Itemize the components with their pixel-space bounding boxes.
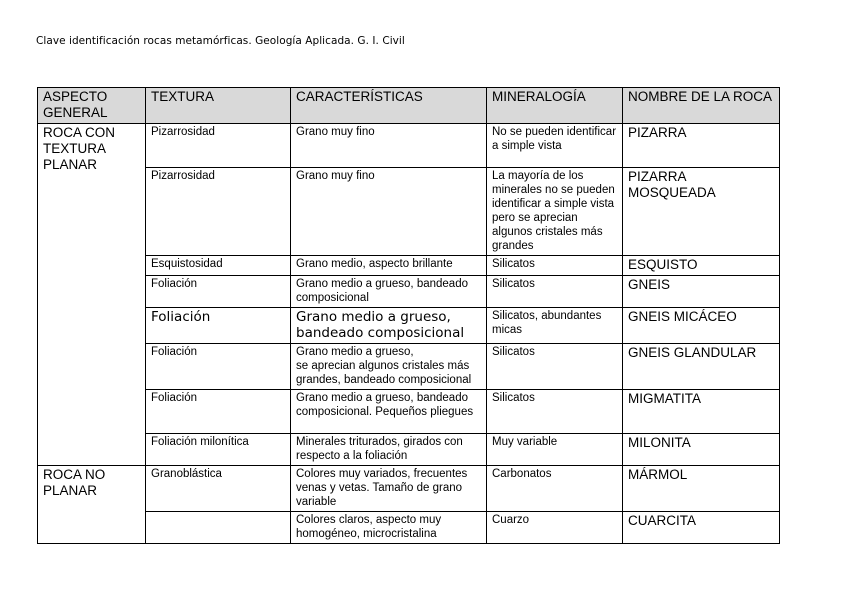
- cell-nombre: MIGMATITA: [623, 390, 780, 434]
- cell-mineralogia: Carbonatos: [487, 466, 623, 512]
- cell-textura: Foliación: [146, 308, 291, 344]
- cell-mineralogia: Silicatos: [487, 276, 623, 308]
- table-row: [38, 168, 780, 256]
- header-row: [38, 88, 780, 124]
- cell-textura: Foliación: [146, 344, 291, 390]
- cell-caracteristicas: Grano medio a grueso, bandeado composicional: [291, 308, 487, 344]
- cell-mineralogia: Silicatos, abundantes micas: [487, 308, 623, 344]
- cell-mineralogia: Silicatos: [487, 256, 623, 276]
- cell-nombre: ESQUISTO: [623, 256, 780, 276]
- header-textura: TEXTURA: [146, 88, 291, 124]
- table-row: [38, 308, 780, 344]
- cell-textura: Foliación: [146, 390, 291, 434]
- cell-caracteristicas: Grano medio a grueso, se aprecian algunos cristales más grandes, bandeado composicional: [291, 344, 487, 390]
- cell-caracteristicas: Grano medio a grueso, bandeado composicional: [291, 276, 487, 308]
- cell-mineralogia: Silicatos: [487, 344, 623, 390]
- cell-caracteristicas: Minerales triturados, girados con respecto a la foliación: [291, 434, 487, 466]
- table-row: [38, 344, 780, 390]
- cell-textura: Granoblástica: [146, 466, 291, 512]
- cell-caracteristicas: Grano medio a grueso, bandeado composicional. Pequeños pliegues: [291, 390, 487, 434]
- cell-textura: Foliación: [146, 276, 291, 308]
- header-mineralogia: MINERALOGÍA: [487, 88, 623, 124]
- cell-caracteristicas: Grano muy fino: [291, 124, 487, 168]
- cell-nombre: GNEIS GLANDULAR: [623, 344, 780, 390]
- cell-mineralogia: La mayoría de los minerales no se pueden identificar a simple vista pero se aprecian algunos cristales más grandes: [487, 168, 623, 256]
- cell-caracteristicas: Grano medio, aspecto brillante: [291, 256, 487, 276]
- group-planar: ROCA CON TEXTURA PLANAR: [38, 124, 146, 466]
- cell-nombre: GNEIS: [623, 276, 780, 308]
- cell-textura: Foliación milonítica: [146, 434, 291, 466]
- header-caracteristicas: CARACTERÍSTICAS: [291, 88, 487, 124]
- header-aspecto: ASPECTO GENERAL: [38, 88, 146, 124]
- cell-textura: Esquistosidad: [146, 256, 291, 276]
- cell-nombre: MILONITA: [623, 434, 780, 466]
- cell-mineralogia: Muy variable: [487, 434, 623, 466]
- table-row: [38, 124, 780, 168]
- cell-caracteristicas: Colores claros, aspecto muy homogéneo, microcristalina: [291, 512, 487, 544]
- cell-mineralogia: Cuarzo: [487, 512, 623, 544]
- cell-mineralogia: No se pueden identificar a simple vista: [487, 124, 623, 168]
- cell-nombre: PIZARRA: [623, 124, 780, 168]
- cell-nombre: CUARCITA: [623, 512, 780, 544]
- cell-caracteristicas: Colores muy variados, frecuentes venas y vetas. Tamaño de grano variable: [291, 466, 487, 512]
- table-row: [38, 256, 780, 276]
- table-row: [38, 434, 780, 466]
- group-no-planar: ROCA NO PLANAR: [38, 466, 146, 544]
- cell-nombre: MÁRMOL: [623, 466, 780, 512]
- table-row: [38, 276, 780, 308]
- cell-textura: Pizarrosidad: [146, 168, 291, 256]
- document-title: Clave identificación rocas metamórficas. Geología Aplicada. G. I. Civil: [36, 35, 405, 47]
- identification-table: [37, 87, 780, 544]
- cell-caracteristicas: Grano muy fino: [291, 168, 487, 256]
- cell-textura: [146, 512, 291, 544]
- table-row: [38, 466, 780, 512]
- cell-nombre: PIZARRA MOSQUEADA: [623, 168, 780, 256]
- cell-textura: Pizarrosidad: [146, 124, 291, 168]
- cell-nombre: GNEIS MICÁCEO: [623, 308, 780, 344]
- cell-mineralogia: Silicatos: [487, 390, 623, 434]
- header-nombre: NOMBRE DE LA ROCA: [623, 88, 780, 124]
- table-row: [38, 512, 780, 544]
- table-row: [38, 390, 780, 434]
